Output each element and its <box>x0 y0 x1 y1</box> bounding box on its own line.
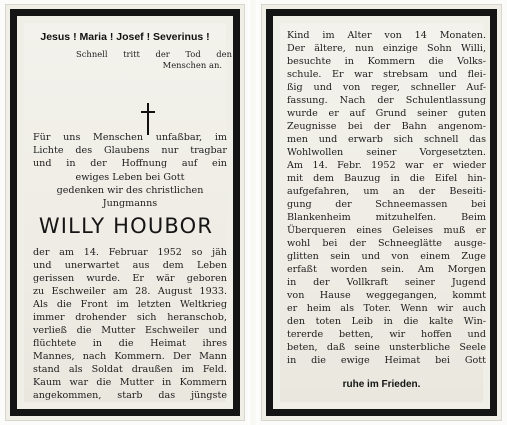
body-line: Als die Front im letzten Weltkrieg <box>33 299 227 310</box>
body-line: von Hause weggegangen, kommt <box>287 290 486 301</box>
body-line: schule. Er war strebsam und flei- <box>287 69 486 80</box>
body-line: zu Eschweiler am 28. August 1933. <box>33 286 227 297</box>
body-line: in die ewige Heimat bei Gott <box>287 355 486 366</box>
fold-crease <box>248 0 258 425</box>
body-line: Blankenheim mitzuhelfen. Beim <box>287 212 486 223</box>
body-line: Kind im Alter von 14 Monaten. <box>287 30 486 41</box>
black-mourning-border <box>10 9 240 416</box>
body-line: wurde er auf Grund seiner guten <box>287 108 486 119</box>
body-line: verließ die Mutter Eschweiler und <box>33 325 227 336</box>
body-line: gerissen wurde. Er wär geboren <box>33 273 227 284</box>
black-mourning-border <box>266 9 497 416</box>
body-line: Zeugnisse bei der Bahn angenom- <box>287 121 486 132</box>
verse-line: Menschen an. <box>162 60 222 70</box>
body-line: tererde betten, wir hoffen und <box>287 329 486 340</box>
body-line: der am 14. Februar 1952 so jäh <box>33 247 227 258</box>
body-line: besuchte in Kommern die Volks- <box>287 56 486 67</box>
intro-line: Für uns Menschen unfaßbar, im <box>33 132 227 143</box>
body-line: und unerwartet aus dem Leben <box>33 260 227 271</box>
body-line: Am 14. Febr. 1952 war er wieder <box>287 160 486 171</box>
body-line: aufgefahren, um an der Beseiti- <box>287 186 486 197</box>
body-line: Mannes, nach Kommern. Der Mann <box>33 351 227 362</box>
body-line: wohl bei der Schneeglätte ausge- <box>287 238 486 249</box>
body-line: flüchtete in die Heimat ihres <box>33 338 227 349</box>
body-line: ßig und von reger, schneller Auf- <box>287 82 486 93</box>
body-line: in der Vollkraft seiner Jugend <box>287 277 486 288</box>
right-card <box>261 4 502 421</box>
body-line: Überqueren eines Geleises muß er <box>287 225 486 236</box>
intro-line: und in der Hoffnung auf ein <box>33 158 227 169</box>
body-line: fassung. Nach der Schulentlassung <box>287 95 486 106</box>
intro-line: ewiges Leben bei Gott <box>75 172 185 183</box>
body-line: angekommen, starb das jüngste <box>33 390 227 401</box>
body-line: er heim als Toter. Wenn wir auch <box>287 303 486 314</box>
body-line: erfaßt worden sein. Am Morgen <box>287 264 486 275</box>
body-line: Der ältere, nun einzige Sohn Willi, <box>287 43 486 54</box>
closing-line: ruhe im Frieden. <box>342 379 421 390</box>
verse-line: Schnell tritt der Tod den <box>76 49 232 59</box>
body-line: beten, daß seine unsterbliche Seele <box>287 342 486 353</box>
left-card-paper <box>24 23 232 402</box>
body-line: Kaum war die Mutter in Kommern <box>33 377 227 388</box>
intro-line: gedenken wir des christlichen <box>56 185 204 196</box>
body-line: Wohlwollen seiner Vorgesetzten. <box>287 147 486 158</box>
body-line: men und erwarb sich schnell das <box>287 134 486 145</box>
intro-line: Jungmanns <box>102 198 158 209</box>
deceased-name: WILLY HOUBOR <box>38 214 214 238</box>
right-card-paper <box>280 23 486 402</box>
body-line: mit dem Bauzug in die Eifel hin- <box>287 173 486 184</box>
invocation-heading: Jesus ! Maria ! Josef ! Severinus ! <box>40 31 210 43</box>
body-line: gung der Schneemassen bei <box>287 199 486 210</box>
intro-line: Lichte des Glaubens nur tragbar <box>33 145 227 156</box>
body-line: immer drohender sich heranschob, <box>33 312 227 323</box>
left-card <box>5 4 245 421</box>
body-line: den toten Leib in die kalte Win- <box>287 316 486 327</box>
body-line: glitten sein und von einem Zuge <box>287 251 486 262</box>
body-line: stand als Soldat draußen im Feld. <box>33 364 227 375</box>
